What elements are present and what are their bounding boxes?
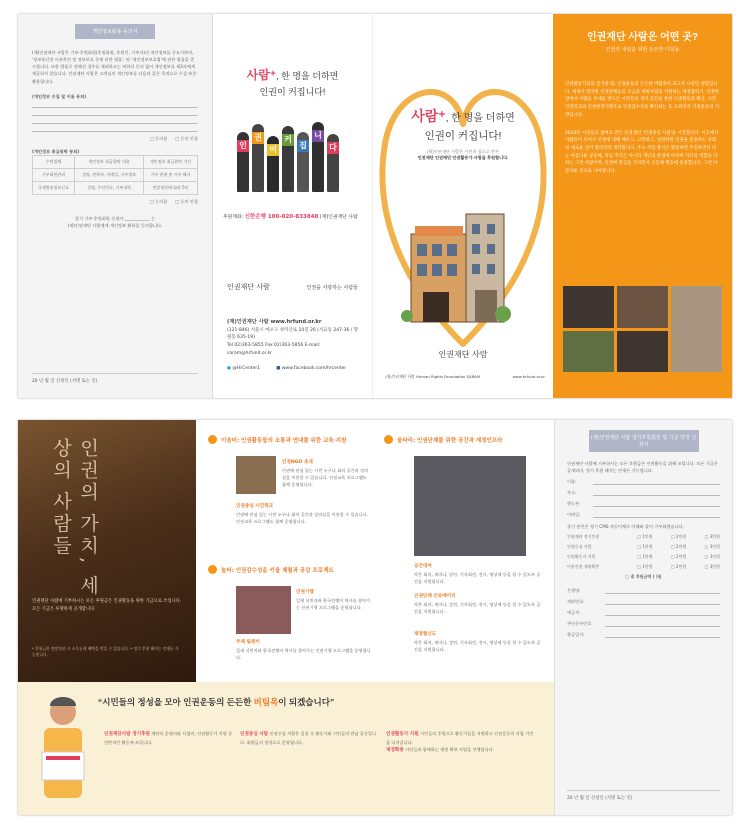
field-label: 주소: xyxy=(567,490,577,496)
cover-headline-mid: , 한 명을 더하면 xyxy=(445,113,515,124)
table-row xyxy=(33,168,198,181)
brochure-inside-sheet xyxy=(18,420,732,815)
section-iumteo xyxy=(202,432,378,447)
strip-headline: “시민들의 정성을 모아 인권운동의 든든한 버팀목이 되겠습니다” xyxy=(98,697,335,707)
amount-checkbox[interactable]: □ 2만원 xyxy=(670,544,687,550)
section-text xyxy=(414,630,544,653)
section-ultari xyxy=(378,432,554,447)
field-label: 은행명: xyxy=(567,588,581,594)
sub-heading: 주제 릴레이 xyxy=(236,640,260,645)
donation-option-row xyxy=(567,554,720,560)
wall-text-panel xyxy=(18,420,196,682)
facebook-link[interactable] xyxy=(276,366,346,371)
strip-col-text: 인권중심 사람은 일상 속 활동가와 시민들의 만남 공간입니다. 회원들의 정성으로 운영됩니다. xyxy=(240,731,376,746)
form-tab-label: (재)인권재단 사람 정기후원회원 및 기금 약정 신청서 xyxy=(589,430,699,452)
field-label: 이메일: xyxy=(567,512,581,518)
letter-card: 이 xyxy=(267,144,279,156)
field-label: 계좌번호: xyxy=(567,599,585,605)
section-text xyxy=(414,562,544,585)
strip-column-3 xyxy=(386,730,536,755)
section-text xyxy=(414,592,544,615)
privacy-intro: (재)인권재단 사람은 기부·후원회원(후원회원, 후원인, 기부자)의 개인정보를 중요시하며, '정보통신망 이용촉진 및 정보보호 등에 관한 법률', 및 '개인정보보호법'에 관한 법률을 준수합니다. 또한 법률로 정해진 경우를 제외하고는 귀하의 동의 없이 개인정보를 제3자에게 제공하지 않습니다. 인권재단 사람은 고객님의 개인정보를 다음과 같은 목적으로 수집·보존·활용합니다. xyxy=(32,50,198,84)
activity-photo xyxy=(671,286,722,372)
section-body: 일제 식민지와 한국전쟁의 역사를 찾아가는 인권기행 프로그램을 운영합니다. xyxy=(296,597,371,610)
contact-block xyxy=(227,318,362,357)
privacy-section-1: (개인정보 수집 및 이용 동의) xyxy=(32,93,87,99)
donation-options xyxy=(567,534,720,580)
strip-col-title: 재정확충 xyxy=(386,748,404,754)
strip-column-1 xyxy=(104,730,234,746)
field-line[interactable] xyxy=(593,512,720,518)
about-body-1: 인권활동가들의 진지한 땀, 인권운동의 든든한 버팀목이 되고자 나섰던 설립입니다. 재정이 열악한 인권단체들의 모금과 재원사업을 지원하는 재정협력기, 인권현장에서 사람들 무대를 만드는 시민들의 생각 공간을 통한 인권활동의 확산, 시민인권학교와 인권현장기행으로 인권감수성을 확산하는 등 소외치지 인권운동의 기반입니다. xyxy=(565,82,719,118)
donation-option-row xyxy=(567,544,720,550)
resident-number-field[interactable] xyxy=(567,621,720,627)
activity-photo-grid xyxy=(563,286,722,372)
brochure-outside-sheet xyxy=(18,14,732,398)
social-links xyxy=(227,366,362,371)
privacy-closing-2: (재)인권재단 사람에게 개인정보 활용을 동의합니다. xyxy=(67,223,163,229)
amount-checkbox[interactable]: □ 2만원 xyxy=(670,554,687,560)
section-text xyxy=(282,458,372,488)
about-subtitle: 인권의 내일을 위한 든든한 디딤돌 xyxy=(605,47,680,53)
headline-saram: 사람⁺ xyxy=(246,68,277,82)
amount-checkbox[interactable]: □ 1만원 xyxy=(637,554,653,560)
account-label: 후원계좌: xyxy=(223,215,244,220)
sub-heading: 재정협신도 xyxy=(414,632,437,637)
headline-pre: 시민들의 정성을 모아 인권운동의 든든한 xyxy=(102,697,254,707)
facebook-url: www.facebook.com/hrcenter xyxy=(281,366,347,371)
withdrawal-date-field[interactable] xyxy=(567,632,720,638)
amount-checkbox[interactable]: □ 3만원 xyxy=(704,534,720,540)
programs-panel xyxy=(196,420,554,682)
strip-col-title: 인권활동가 지원 xyxy=(386,732,419,737)
cover-footer xyxy=(385,374,545,380)
section-title-text: 놀터: 인권감수성을 키울 체험과 공감 프로젝트 xyxy=(221,567,334,574)
strip-column-2 xyxy=(240,730,380,746)
amount-checkbox[interactable]: □ 1만원 xyxy=(637,564,653,570)
twitter-link[interactable] xyxy=(227,366,260,371)
headline-line2: 인권이 커집니다! xyxy=(259,87,326,97)
table-cell: 개인정보 취급위탁 기간 xyxy=(143,155,197,168)
cover-headline-line2: 인권이 커집니다! xyxy=(424,130,502,142)
signature-line[interactable] xyxy=(567,790,720,801)
consent-checks-1 xyxy=(32,136,198,142)
left-panel-notes: * 후원금은 연말정산 시 소득공제 혜택을 받을 수 있습니다. * 정기 후원 해지는 언제든 가능합니다. xyxy=(32,646,179,658)
cover-url[interactable]: www.hrfund.or.kr xyxy=(512,374,545,379)
table-cell: 개인정보 취급위탁 내용 xyxy=(75,155,144,168)
section-text xyxy=(236,502,371,525)
form-line xyxy=(32,116,198,124)
facebook-icon: ■ xyxy=(276,366,281,371)
letter-card: 커 xyxy=(282,134,294,146)
sub-heading: 인권NGO 초대 xyxy=(282,460,313,465)
field-label: 출금일자: xyxy=(567,632,585,638)
bank-fields xyxy=(567,588,720,638)
poster-headline xyxy=(213,66,372,98)
email-field[interactable] xyxy=(567,512,720,518)
table-cell: 국제방송정보신호 xyxy=(33,181,75,194)
cover-subtitle-2: 인권재단 인권재단 인권활동가 사람을 후원합니다. xyxy=(417,155,509,160)
about-panel xyxy=(553,14,732,398)
field-label: 핸드폰: xyxy=(567,501,581,507)
consent-checks-2 xyxy=(32,199,198,205)
amount-checkbox[interactable]: □ 2만원 xyxy=(670,564,687,570)
section-body: 인권에 관심 있는 시민 누구나 회의 공간과 강의실을 이용할 수 있습니다. 인권교육 프로그램도 함께 운영합니다. xyxy=(282,467,369,488)
about-body-2: 2013년 시민들의 참여로 만든 인권센터 '인권중심 사람'을 시작합니다. 이곳에서 사람들이 모여서 인권에 대해 배우고, 고민하고, 실천하면 인권을 존중하는 사회의 새로운 길이 열리리라 생각합니다. 주요 사업 방식은 활동하면 추진하면서 다는 아름다운 공동체, 먹임 주석은 아니라 개인과 관점에 마치며 자신의 역할을 다하는 그런 사람이며, 인권에 관심을 가지면서 공동체 행동에 동참합니다. 그런 아름다운 곳으로 나아갑니다. xyxy=(565,130,719,175)
table-cell: 연말정산에 따라 5년 xyxy=(143,181,197,194)
phone-field[interactable] xyxy=(567,501,720,507)
org-name: (재)인권재단 사람 xyxy=(227,319,269,325)
table-cell: 성명, 주민번호, 기부내역 xyxy=(75,181,144,194)
section-body: 인권에 관심 있는 시민 누구나 회의 공간과 강의실을 이용할 수 있습니다. 인권교육 프로그램도 함께 운영합니다. xyxy=(236,511,368,524)
address-field[interactable] xyxy=(567,490,720,496)
option-label: 인권활동가 지원 xyxy=(567,554,596,560)
amount-checkbox[interactable]: □ 1만원 xyxy=(637,534,653,540)
section-nolteo xyxy=(202,562,378,577)
activity-photo xyxy=(563,331,614,373)
name-field[interactable] xyxy=(567,479,720,485)
form-intro: 인권재단 사람에 기부하시는 모든 후원금은 인권활동을 위해 쓰입니다. 모든 기금은 공개되며, 정기 후원 해지는 언제든 가능합니다. xyxy=(567,461,718,474)
section-title xyxy=(202,432,378,447)
section-body: 작은 회의, 세미나, 강연, 기자회견, 전시, 영상제 등을 할 수 있도록 공간을 지원합니다. xyxy=(414,639,541,652)
email: E-mail: saram@hrfund.or.kr xyxy=(227,343,321,356)
options-title: 상기 본인은 정기 CMS 자동이체로 아래와 같이 기부하겠습니다. xyxy=(567,524,684,530)
fax: Fax 02)363-5856 xyxy=(265,343,304,349)
section-photo xyxy=(414,456,526,556)
donation-option-row xyxy=(567,564,720,570)
section-text xyxy=(296,588,374,611)
field-line[interactable] xyxy=(593,479,720,485)
privacy-tab-label: 개인정보활용 동의서 xyxy=(75,24,155,39)
donation-option-row xyxy=(567,534,720,540)
building-illustration xyxy=(401,204,511,324)
field-line[interactable] xyxy=(605,621,720,627)
amount-checkbox[interactable]: □ 2만원 xyxy=(670,534,687,540)
privacy-closing: 상기 기부·후원회원 신청자 ____________ 는 xyxy=(74,215,156,221)
section-body: 작은 회의, 세미나, 강연, 기자회견, 전시, 영상제 등을 할 수 있도록 공간을 지원합니다. xyxy=(414,571,541,584)
amount-checkbox[interactable]: □ 3만원 xyxy=(704,544,720,550)
field-line[interactable] xyxy=(593,501,720,507)
field-line[interactable] xyxy=(605,599,720,605)
signature-line[interactable] xyxy=(32,373,198,384)
donation-call-strip xyxy=(18,682,554,815)
partner-logo: 인권을 사랑하는 사람들 xyxy=(306,284,358,291)
privacy-section-2: (개인정보 취급위탁 동의) xyxy=(32,148,80,154)
section-text xyxy=(236,638,374,661)
table-row xyxy=(33,155,198,168)
option-label: 이웃인권 재정확충 xyxy=(567,564,600,570)
strip-col-text: 재단의 운영비와 사업비, 인권활동가 지원 등 전반적인 활동에 쓰입니다. xyxy=(104,731,233,746)
amount-checkbox[interactable]: □ 3만원 xyxy=(704,564,720,570)
contact-panel xyxy=(213,14,373,398)
total-amount[interactable]: □ 총 후원금액 ( )원 xyxy=(625,574,662,580)
form-line xyxy=(32,108,198,116)
saram-logo: 인권재단 사람 xyxy=(227,283,270,291)
sub-heading: 인권기행 xyxy=(296,590,314,595)
section-title xyxy=(378,432,554,447)
activity-photo xyxy=(563,286,614,328)
field-line[interactable] xyxy=(605,610,720,616)
cover-subtitle: (재)인권재단 사람은 시민의 힘으로 만든 xyxy=(426,149,500,154)
table-cell: 기부 관계 및 기부 해지 xyxy=(143,168,197,181)
table-cell: 성명, 연락처, 이메일, 기부정보 xyxy=(75,168,144,181)
section-body: 작은 회의, 세미나, 강연, 기자회견, 전시, 영상제 등을 할 수 있도록 공간을 지원합니다. xyxy=(414,601,541,614)
about-title: 인권재단 사람은 어떤 곳? xyxy=(586,32,699,43)
section-bullet-icon xyxy=(384,435,393,444)
twitter-handle: @HrCenter1 xyxy=(232,366,261,371)
address: (121-846) 서울시 마포구 성미산로 10길 26 (서교동 247-36 / 망원동 635-19) xyxy=(227,327,359,341)
disagree-checkbox[interactable]: □ 동의 안함 xyxy=(175,135,198,141)
tel: Tel 02)363-5855 xyxy=(227,343,264,349)
man-holding-paper-illustration xyxy=(36,690,90,808)
table-cell: 수탁업체 xyxy=(33,155,75,168)
letter-card: 니 xyxy=(312,130,324,142)
letter-card: 인 xyxy=(237,140,249,152)
signature-label: 20 년 월 일 신청인 (서명 또는 인) xyxy=(567,796,633,801)
bank-name-field[interactable] xyxy=(567,588,720,594)
table-row xyxy=(33,181,198,194)
headline-post: 이 되겠습니다 xyxy=(278,697,330,707)
section-bullet-icon xyxy=(208,435,217,444)
cover-org: (재)인권재단 사람 Human Rights Foundation SARAM xyxy=(385,374,480,379)
sub-heading: 인권단체 인큐베이터 xyxy=(414,594,456,599)
sub-heading: 인권중심 시민학교 xyxy=(236,504,274,509)
people-holding-cards-illustration xyxy=(237,102,349,192)
section-title-text: 울타리: 인권단체를 위한 공간과 재정인프라 xyxy=(397,437,503,444)
left-panel-body: 인권재단 사람에 기부하시는 모든 후원금은 인권활동을 위한 기금으로 쓰입니다. 모든 기금은 투명하게 공개합니다. xyxy=(32,599,182,612)
field-label: 이름: xyxy=(567,479,577,485)
letter-card: 집 xyxy=(297,140,309,152)
strip-col-title: 인권재단사람 정기후원 xyxy=(104,732,150,737)
form-line xyxy=(32,124,198,132)
letter-card: 권 xyxy=(252,132,264,144)
section-body: 일제 식민지와 한국전쟁의 역사를 찾아가는 인권기행 프로그램을 운영합니다. xyxy=(236,647,371,660)
cover-headline xyxy=(373,106,553,161)
membership-form-panel xyxy=(554,420,732,815)
cover-panel xyxy=(373,14,553,398)
activity-photo xyxy=(617,331,668,373)
section-photo xyxy=(236,586,291,634)
cover-headline-saram: 사람⁺ xyxy=(411,108,446,124)
field-line[interactable] xyxy=(593,490,720,496)
field-label: 예금주: xyxy=(567,610,581,616)
table-cell: 기부회원관리 xyxy=(33,168,75,181)
form-line xyxy=(32,100,198,108)
section-title-text: 이음터: 인권활동들의 소통과 연대를 위한 교육·지원 xyxy=(221,437,347,444)
option-label: 인권재단 정기후원 xyxy=(567,534,600,540)
strip-col-text: 시민들과 함께하는 재정 확보 사업을 진행합니다. xyxy=(405,747,495,753)
field-line[interactable] xyxy=(605,588,720,594)
carved-wall-text: 인권의 가치, 세상의 사람들 xyxy=(50,438,99,598)
account-number: 신한은행 100-020-833848 xyxy=(244,214,319,220)
amount-checkbox[interactable]: □ 3만원 xyxy=(704,554,720,560)
agree-checkbox[interactable]: □ 동의함 xyxy=(149,198,168,204)
website-link[interactable]: www.hrfund.or.kr xyxy=(270,319,322,325)
account-number-field[interactable] xyxy=(567,599,720,605)
section-photo xyxy=(236,456,276,494)
activity-photo xyxy=(617,286,668,328)
account-holder: (재)인권재단 사람 xyxy=(319,215,358,220)
headline-mid: , 한 명을 더하면 xyxy=(276,71,339,81)
letter-card: 다 xyxy=(327,142,339,154)
sub-heading: 공간대여 xyxy=(414,564,432,569)
account-info xyxy=(223,212,364,220)
account-holder-field[interactable] xyxy=(567,610,720,616)
cover-logo: 인권재단 사람 xyxy=(438,350,488,359)
strip-col-text: 시민들의 후원으로 활동가들을 지원하고 인권운동의 자립 기반을 다져갑니다. xyxy=(386,731,534,746)
section-title xyxy=(202,562,378,577)
logo-row xyxy=(227,282,358,292)
field-line[interactable] xyxy=(605,632,720,638)
section-bullet-icon xyxy=(208,565,217,574)
privacy-consent-panel xyxy=(18,14,213,398)
field-label: 주민등록번호: xyxy=(567,621,593,627)
twitter-icon: ● xyxy=(227,366,231,371)
delegation-table xyxy=(32,155,198,195)
agree-checkbox[interactable]: □ 동의함 xyxy=(149,135,168,141)
amount-checkbox[interactable]: □ 1만원 xyxy=(637,544,653,550)
signature-label: 20 년 월 일 신청인 (서명 또는 인) xyxy=(32,379,98,384)
disagree-checkbox[interactable]: □ 동의 안함 xyxy=(175,198,198,204)
headline-highlight: 버팀목 xyxy=(253,697,279,707)
option-label: 인권중심 사람 xyxy=(567,544,592,550)
strip-col-title: 인권중심 사람 xyxy=(240,732,269,737)
